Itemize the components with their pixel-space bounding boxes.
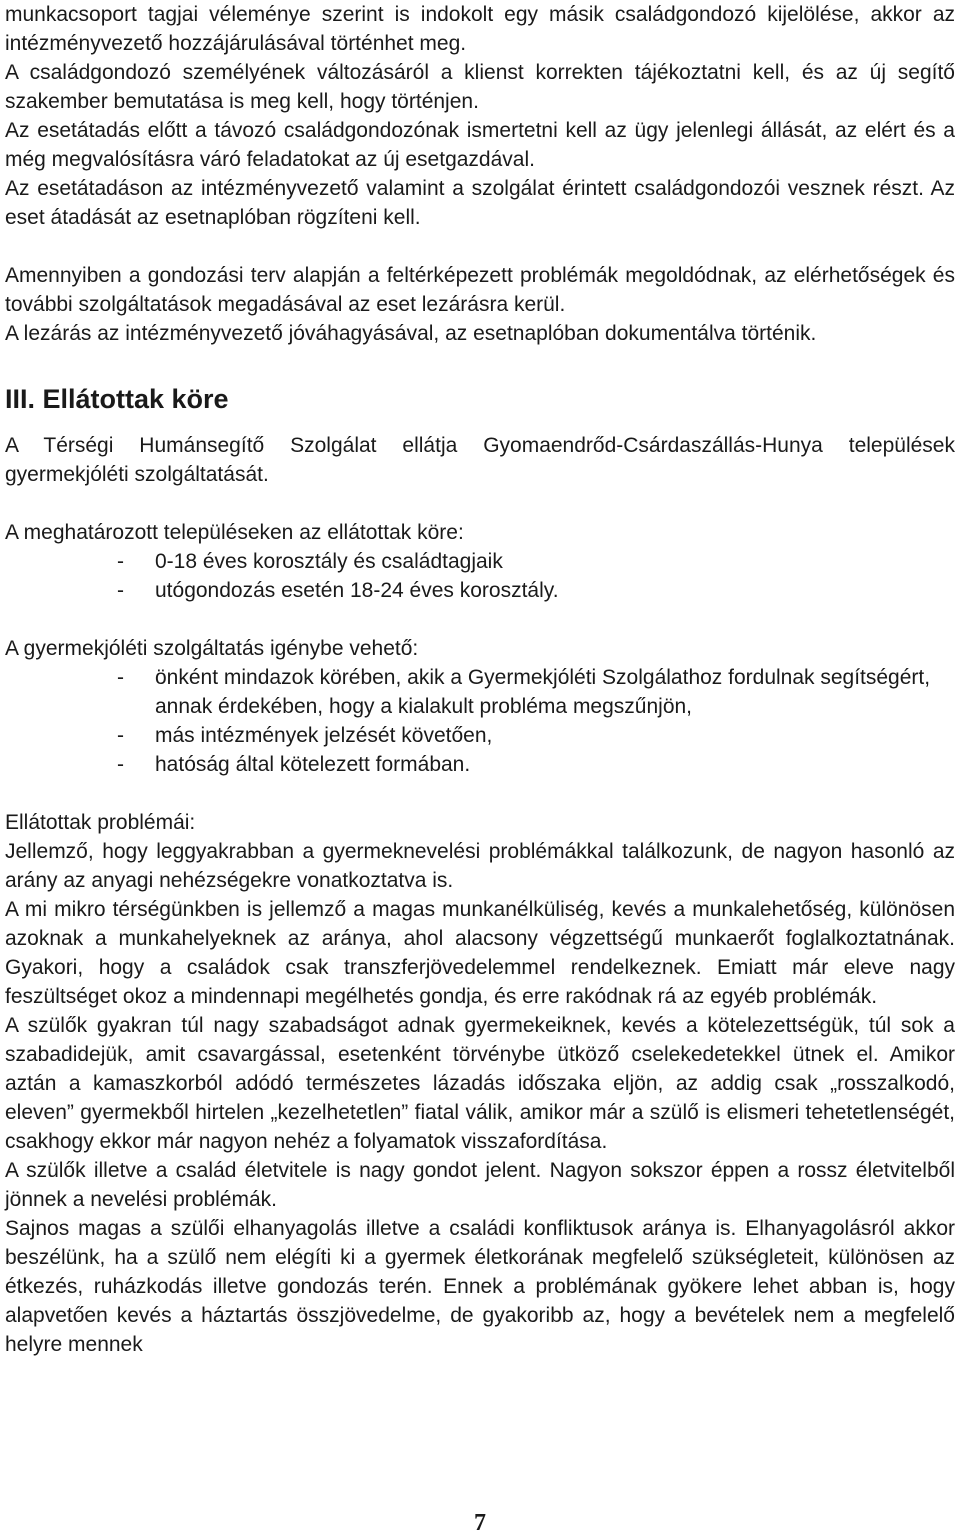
list-item bbox=[5, 663, 955, 721]
paragraph: A családgondozó személyének változásáról a klienst korrekten tájékoztatni kell, és az új segítő szakember bemutatása is meg kell, hogy történjen. bbox=[5, 61, 955, 113]
document-page bbox=[5, 0, 955, 1359]
subsection-title: Ellátottak problémái: bbox=[5, 811, 196, 834]
paragraph: munkacsoport tagjai véleménye szerint is indokolt egy másik családgondozó kijelölése, akkor az intézményvezető hozzájárulásával történhet meg. bbox=[5, 3, 955, 55]
dash-bullet: - bbox=[117, 550, 124, 573]
dash-bullet: - bbox=[117, 579, 124, 602]
dash-bullet: - bbox=[117, 724, 124, 747]
spacer bbox=[5, 489, 955, 518]
paragraph: Jellemző, hogy leggyakrabban a gyermeknevelési problémákkal találkozunk, de nagyon hasonló az arány az anyagi nehézségekre vonatkoztatva is. bbox=[5, 840, 955, 892]
paragraph: Az esetátadáson az intézményvezető valamint a szolgálat érintett családgondozói vesznek részt. Az eset átadását az esetnaplóban rögzíteni kell. bbox=[5, 177, 955, 229]
paragraph: A lezárás az intézményvezető jóváhagyásával, az esetnaplóban dokumentálva történik. bbox=[5, 322, 817, 345]
paragraph: Amennyiben a gondozási terv alapján a feltérképezett problémák megoldódnak, az elérhetőségek és további szolgáltatások megadásával az eset lezárásra kerül. bbox=[5, 264, 955, 316]
list-item-text: más intézmények jelzését követően, bbox=[155, 724, 493, 747]
paragraph: Az esetátadás előtt a távozó családgondozónak ismertetni kell az ügy jelenlegi állását, az elért és a még megvalósításra váró feladatokat az új esetgazdával. bbox=[5, 119, 955, 171]
list-item-text: 0-18 éves korosztály és családtagjaik bbox=[155, 550, 503, 573]
paragraph: A szülők illetve a család életvitele is nagy gondot jelent. Nagyon sokszor éppen a rossz életvitelből jönnek a nevelési problémák. bbox=[5, 1159, 955, 1211]
scope-list bbox=[5, 547, 955, 605]
access-list bbox=[5, 663, 955, 779]
paragraph: A szülők gyakran túl nagy szabadságot adnak gyermekeiknek, kevés a kötelezettségük, túl sok a szabadidejük, amit csavargással, esetenként törvénybe ütköző cselekedetekkel ütnek el. Amikor aztán a kamaszkorból adódó természetes lázadás időszaka eljön, az addig csak „rosszalkodó, eleven” gyermekből hirtelen „kezelhetetlen” fiatal válik, amikor már a szülő is elismeri tehetetlenségét, csakhogy ekkor már nagyon nehéz a folyamatok visszafordítása. bbox=[5, 1014, 955, 1153]
paragraph: Sajnos magas a szülői elhanyagolás illetve a családi konfliktusok aránya is. Elhanyagolásról akkor beszélünk, ha a szülő nem elégíti ki a gyermek életkorának megfelelő szükségleteit, különösen az étkezés, ruházkodás illetve gondozás terén. Ennek a problémának gyökere lehet abban is, hogy alapvetően kevés a háztartás összjövedelme, de gyakoribb az, hogy a bevételek nem a megfelelő helyre mennek bbox=[5, 1217, 955, 1356]
paragraph: A Térségi Humánsegítő Szolgálat ellátja Gyomaendrőd-Csárdaszállás-Hunya települések gyermekjóléti szolgáltatását. bbox=[5, 434, 955, 486]
list-item bbox=[5, 547, 955, 576]
spacer bbox=[5, 348, 955, 377]
list-item-text: hatóság által kötelezett formában. bbox=[155, 753, 471, 776]
list-item-text: utógondozás esetén 18-24 éves korosztály. bbox=[155, 579, 559, 602]
list-item-text: önként mindazok körében, akik a Gyermekjóléti Szolgálathoz fordulnak segítségért, annak érdekében, hogy a kialakult probléma megszűnjön, bbox=[155, 666, 931, 718]
page-number: 7 bbox=[474, 1510, 486, 1536]
list-item bbox=[5, 576, 955, 605]
section-heading: III. Ellátottak köre bbox=[5, 384, 229, 414]
list-item bbox=[5, 721, 955, 750]
dash-bullet: - bbox=[117, 666, 124, 689]
list-intro: A meghatározott településeken az ellátottak köre: bbox=[5, 521, 464, 544]
list-intro: A gyermekjóléti szolgáltatás igénybe vehető: bbox=[5, 637, 419, 660]
spacer bbox=[5, 232, 955, 261]
paragraph: A mi mikro térségünkben is jellemző a magas munkanélküliség, kevés a munkalehetőség, különösen azoknak a munkahelyeknek az aránya, ahol alacsony végzettségű munkaerőt foglalkoztatnának. Gyakori, hogy a családok csak transzferjövedelemmel rendelkeznek. Emiatt már eleve nagy feszültséget okoz a mindennapi megélhetés gondja, és erre rakódnak rá az egyéb problémák. bbox=[5, 898, 955, 1008]
dash-bullet: - bbox=[117, 753, 124, 776]
list-item bbox=[5, 750, 955, 779]
spacer bbox=[5, 779, 955, 808]
spacer bbox=[5, 419, 955, 431]
spacer bbox=[5, 605, 955, 634]
